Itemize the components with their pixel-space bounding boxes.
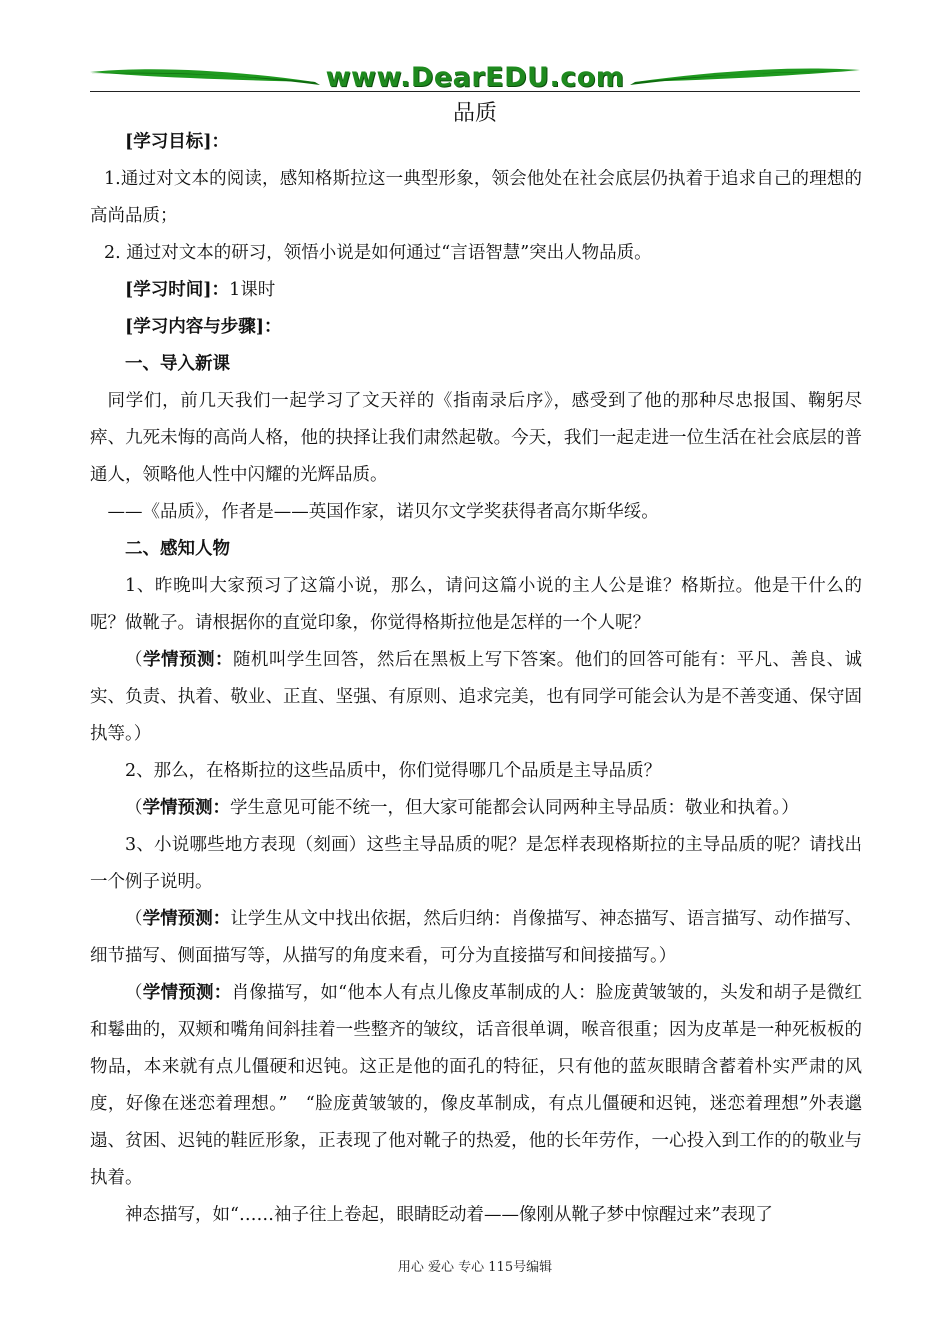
part2-heading [90, 531, 862, 568]
prediction-label: 学情预测： [142, 798, 230, 818]
paragraph-expression: 神态描写，如“……袖子往上卷起，眼睛眨动着——像刚从靴子梦中惊醒过来”表现了 [125, 1205, 773, 1225]
prediction-label: 学情预测： [142, 983, 232, 1003]
part1-heading-text: 一、导入新课 [125, 354, 230, 374]
prediction-text: 让学生从文中找出依据，然后归纳：肖像描写、神态描写、语言描写、动作描写、细节描写、侧面描写等，从描写的角度来看，可分为直接描写和间接描写。） [90, 909, 863, 966]
site-header-banner [90, 58, 860, 98]
goal-label: [学习目标]： [125, 132, 230, 152]
part2-heading-text: 二、感知人物 [125, 539, 230, 559]
time-value: 1课时 [229, 280, 276, 300]
question-2: 2、那么，在格斯拉的这些品质中，你们觉得哪几个品质是主导品质？ [125, 761, 662, 781]
question-1: 1、昨晚叫大家预习了这篇小说，那么，请问这篇小说的主人公是谁？格斯拉。他是干什么的呢？做靴子。请根据你的直觉印象，你觉得格斯拉他是怎样的一个人呢？ [90, 576, 862, 633]
goal-item-1: 1.通过对文本的阅读，感知格斯拉这一典型形象，领会他处在社会底层仍执着于追求自己的理想的高尚品质； [90, 169, 862, 226]
prediction-label: 学情预测： [143, 650, 233, 670]
goal-heading [90, 124, 862, 161]
question-3: 3、小说哪些地方表现（刻画）这些主导品质的呢？是怎样表现格斯拉的主导品质的呢？请找出一个例子说明。 [90, 835, 862, 892]
page-footer: 用心 爱心 专心 115号编辑 [397, 1260, 553, 1275]
time-label: [学习时间]： [125, 280, 230, 300]
prediction-1 [90, 642, 862, 753]
prediction-4 [90, 975, 862, 1197]
paren-open: （ [125, 798, 143, 818]
part1-paragraph-2: ——《品质》，作者是——英国作家，诺贝尔文学奖获得者高尔斯华绥。 [107, 502, 659, 522]
header-divider [90, 91, 860, 92]
steps-heading [90, 309, 862, 346]
paren-open: （ [125, 983, 143, 1003]
document-body [90, 124, 862, 1234]
time-line [90, 272, 862, 309]
part1-heading [90, 346, 862, 383]
prediction-label: 学情预测： [142, 909, 231, 929]
paren-open: （ [125, 909, 143, 929]
site-logo-text: www.DearEDU.com [325, 62, 625, 93]
prediction-2 [90, 790, 862, 827]
prediction-text: 学生意见可能不统一，但大家可能都会认同两种主导品质：敬业和执着。） [230, 798, 799, 818]
part1-paragraph-1: 同学们，前几天我们一起学习了文天祥的《指南录后序》，感受到了他的那种尽忠报国、鞠躬尽瘁、九死未悔的高尚人格，他的抉择让我们肃然起敬。今天，我们一起走进一位生活在社会底层的普通人，领略他人性中闪耀的光辉品质。 [90, 391, 862, 485]
steps-label: [学习内容与步骤]： [125, 317, 282, 337]
prediction-3 [90, 901, 862, 975]
page-title: 品质 [452, 101, 497, 126]
prediction-text: 随机叫学生回答，然后在黑板上写下答案。他们的回答可能有：平凡、善良、诚实、负责、执着、敬业、正直、坚强、有原则、追求完美，也有同学可能会认为是不善变通、保守固执等。） [90, 650, 863, 744]
prediction-text: 肖像描写，如“他本人有点儿像皮革制成的人：脸庞黄皱皱的，头发和胡子是微红和鬈曲的，双颊和嘴角间斜挂着一些整齐的皱纹，话音很单调，喉音很重；因为皮革是一种死板板的物品，本来就有点儿僵硬和迟钝。这正是他的面孔的特征，只有他的蓝灰眼睛含蓄着朴实严肃的风度，好像在迷恋着理想。” “脸庞黄皱皱的，像皮革制成，有点儿僵硬和迟钝，迷恋着理想”外表邋遢、贫困、迟钝的鞋匠形象，正表现了他对靴子的热爱，他的长年劳作，一心投入到工作的的敬业与执着。 [90, 983, 863, 1188]
goal-item-2: 2. 通过对文本的研习，领悟小说是如何通过“言语智慧”突出人物品质。 [104, 243, 652, 263]
paren-open: （ [125, 650, 143, 670]
